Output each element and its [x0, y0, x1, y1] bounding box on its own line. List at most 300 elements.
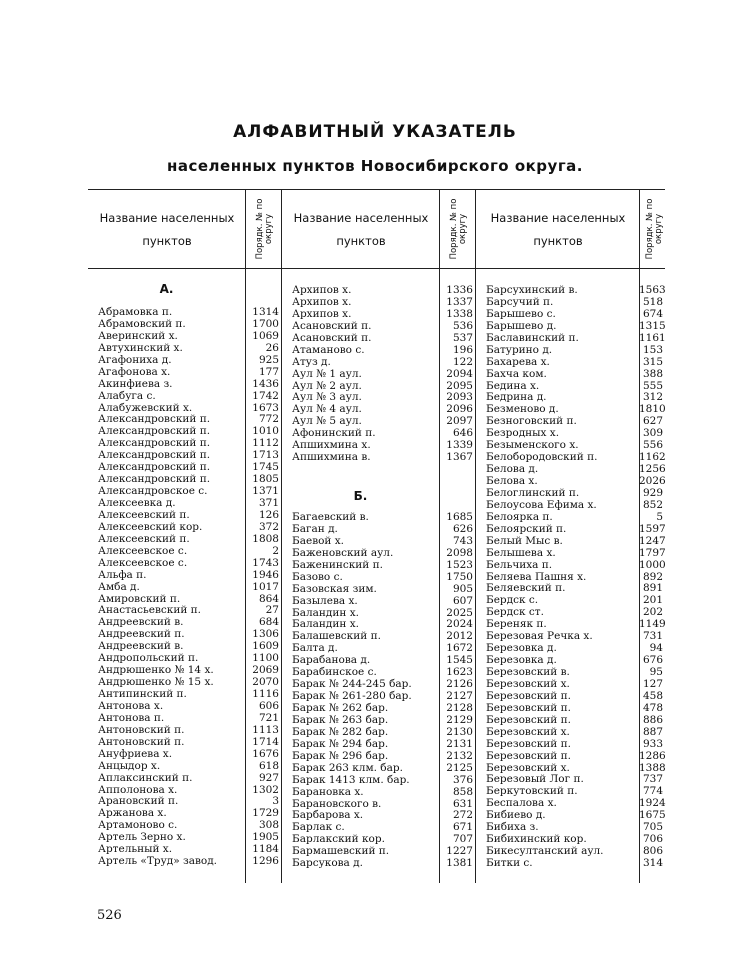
- entry-number: 1337: [446, 295, 473, 308]
- entry-number: 2127: [446, 690, 473, 703]
- entry-number: 1336: [446, 284, 473, 296]
- index-entry: [282, 547, 476, 559]
- entry-number: 272: [452, 809, 473, 822]
- index-entry: [88, 330, 281, 342]
- entry-number: 1924: [639, 797, 666, 810]
- entry-number: 478: [642, 701, 663, 714]
- index-entry: [88, 724, 281, 736]
- index-entry: [282, 833, 476, 845]
- entry-number: 933: [642, 737, 663, 750]
- entry-name: Битки с.: [486, 857, 533, 869]
- entry-name: Березовский х.: [486, 725, 570, 738]
- index-entry: [88, 461, 281, 473]
- entry-number: 925: [258, 353, 279, 366]
- entry-name: Барышево д.: [486, 319, 557, 332]
- entry-name: Барановка х.: [292, 785, 364, 798]
- column-2-list-b: [282, 511, 476, 869]
- entry-name: Барак № 261-280 бар.: [292, 690, 412, 703]
- entry-name: Аул № 3 аул.: [292, 391, 362, 404]
- entry-number: 2097: [446, 415, 473, 428]
- index-entry: [88, 306, 281, 318]
- entry-number: 2024: [446, 618, 473, 631]
- index-entry: [476, 332, 665, 344]
- entry-name: Белоярский п.: [486, 522, 567, 535]
- entry-name: Березовский п.: [486, 749, 571, 762]
- entry-number: 94: [649, 642, 663, 655]
- entry-name: Анцыдор х.: [98, 759, 161, 772]
- entry-number: 376: [452, 773, 473, 786]
- index-entry: [476, 308, 665, 320]
- entry-number: 905: [452, 582, 473, 595]
- entry-name: Алексеевский кор.: [98, 520, 203, 533]
- index-entry: [282, 821, 476, 833]
- index-entry: [476, 821, 665, 833]
- entry-number: 1000: [639, 558, 666, 571]
- entry-number: 618: [258, 759, 279, 772]
- index-entry: [282, 284, 476, 296]
- entry-name: Баевой х.: [292, 534, 345, 547]
- entry-name: Амба д.: [98, 580, 140, 593]
- entry-number: 1713: [252, 449, 279, 462]
- index-entry: [476, 547, 665, 559]
- index-entry: [476, 726, 665, 738]
- entry-number: 1672: [446, 642, 473, 655]
- index-entry: [476, 582, 665, 594]
- entry-name: Аул № 1 аул.: [292, 367, 362, 380]
- entry-name: Андрюшенко № 15 х.: [98, 676, 214, 689]
- entry-name: Алексеевский п.: [98, 532, 190, 545]
- entry-number: 852: [642, 498, 663, 511]
- entry-name: Аплаксинский п.: [98, 771, 193, 784]
- column-1-list: [88, 306, 281, 867]
- entry-number: 1381: [446, 857, 473, 870]
- header-name-col-3: Название населенных пунктов: [490, 211, 626, 248]
- entry-name: Асановский п.: [292, 331, 372, 344]
- entry-number: 371: [258, 497, 279, 509]
- header-num-col-3: Порядк. № по округу: [645, 198, 664, 260]
- index-entry: [476, 499, 665, 511]
- entry-name: Безменово д.: [486, 403, 559, 416]
- entry-name: Белова д.: [486, 463, 539, 476]
- entry-name: Автухинский х.: [98, 341, 183, 354]
- index-entry: [88, 748, 281, 760]
- index-entry: [88, 795, 281, 807]
- entry-name: Абрамовка п.: [98, 306, 173, 318]
- index-entry: [88, 449, 281, 461]
- entry-number: 1675: [639, 809, 666, 822]
- entry-name: Александровский п.: [98, 437, 211, 450]
- entry-name: Барлак с.: [292, 821, 345, 834]
- index-entry: [476, 606, 665, 618]
- index-entry: [282, 583, 476, 595]
- entry-number: 1388: [639, 761, 666, 774]
- entry-number: 1700: [252, 317, 279, 330]
- entry-name: Березовый Лог п.: [486, 773, 584, 786]
- entry-name: Аул № 2 аул.: [292, 379, 362, 392]
- entry-name: Барак № 282 бар.: [292, 725, 389, 738]
- index-entry: [476, 415, 665, 427]
- index-entry: [88, 772, 281, 784]
- entry-number: 2130: [446, 725, 473, 738]
- entry-name: Александровский п.: [98, 473, 211, 486]
- index-entry: [88, 425, 281, 437]
- entry-number: 684: [258, 616, 279, 629]
- entry-name: Березовский п.: [486, 713, 571, 726]
- entry-name: Барсучий п.: [486, 295, 554, 308]
- entry-number: 1676: [252, 747, 279, 760]
- index-entry: [476, 523, 665, 535]
- index-entry: [282, 690, 476, 702]
- column-3-list: [476, 284, 665, 869]
- entry-number: 706: [642, 833, 663, 846]
- index-entry: [476, 702, 665, 714]
- entry-number: 891: [642, 582, 663, 595]
- entry-number: 126: [258, 508, 279, 521]
- index-entry: [88, 354, 281, 366]
- index-entry: [476, 594, 665, 606]
- index-entry: [476, 762, 665, 774]
- entry-name: Аул № 5 аул.: [292, 415, 362, 428]
- entry-name: Атуз д.: [292, 355, 331, 368]
- entry-number: 1296: [252, 855, 279, 868]
- index-entry: [282, 714, 476, 726]
- index-entry: [88, 760, 281, 772]
- entry-name: Акинфиева з.: [98, 377, 173, 390]
- index-entry: [282, 786, 476, 798]
- entry-name: Апполонова х.: [98, 783, 178, 796]
- entry-number: 537: [452, 331, 473, 344]
- entry-number: 631: [452, 797, 473, 810]
- index-entry: [282, 571, 476, 583]
- index-entry: [282, 666, 476, 678]
- index-entry: [476, 750, 665, 762]
- entry-name: Барлакский кор.: [292, 833, 385, 846]
- entry-name: Апшихмина х.: [292, 439, 371, 452]
- index-entry: [282, 535, 476, 547]
- index-entry: [88, 402, 281, 414]
- index-entry: [282, 845, 476, 857]
- entry-number: 1808: [252, 532, 279, 545]
- index-entry: [282, 809, 476, 821]
- index-entry: [282, 774, 476, 786]
- entry-number: 1714: [252, 735, 279, 748]
- entry-number: 2125: [446, 761, 473, 774]
- entry-number: 2098: [446, 546, 473, 559]
- entry-number: 2026: [639, 475, 666, 487]
- entry-number: 1623: [446, 666, 473, 679]
- entry-name: Александровский п.: [98, 413, 211, 426]
- entry-number: 555: [642, 379, 663, 392]
- index-entry: [476, 356, 665, 368]
- index-entry: [282, 391, 476, 403]
- index-entry: [88, 318, 281, 330]
- entry-name: Артамоново с.: [98, 819, 178, 832]
- entry-number: 1805: [252, 473, 279, 486]
- entry-number: 95: [649, 666, 663, 678]
- index-entry: [282, 356, 476, 368]
- entry-name: Агафониха д.: [98, 353, 172, 366]
- entry-name: Беляевский п.: [486, 582, 566, 595]
- entry-name: Алексеевское с.: [98, 556, 188, 569]
- entry-number: 1797: [639, 546, 666, 559]
- entry-name: Батурино д.: [486, 343, 553, 356]
- index-entry: [88, 413, 281, 425]
- index-entry: [476, 690, 665, 702]
- index-entry: [282, 642, 476, 654]
- index-entry: [88, 366, 281, 378]
- entry-name: Антонова х.: [98, 699, 164, 712]
- index-entry: [476, 773, 665, 785]
- index-entry: [282, 511, 476, 523]
- entry-number: 1302: [252, 783, 279, 796]
- index-entry: [282, 308, 476, 320]
- entry-name: Барабанова д.: [292, 654, 371, 667]
- index-entry: [88, 569, 281, 581]
- entry-name: Безродных х.: [486, 427, 560, 440]
- index-entry: [476, 678, 665, 690]
- table-header-rule: [88, 268, 665, 269]
- index-entry: [282, 439, 476, 451]
- index-entry: [88, 688, 281, 700]
- entry-name: Березовский х.: [486, 761, 570, 774]
- index-entry: [88, 700, 281, 712]
- entry-name: Арановский п.: [98, 795, 179, 808]
- entry-name: Александровское с.: [98, 485, 208, 498]
- index-entry: [88, 545, 281, 557]
- entry-number: 1247: [639, 534, 666, 547]
- entry-name: Артельный х.: [98, 843, 173, 856]
- entry-number: 1745: [252, 461, 279, 474]
- index-entry: [282, 403, 476, 415]
- index-entry: [282, 368, 476, 380]
- entry-name: Александровский п.: [98, 461, 211, 474]
- entry-name: Барбарова х.: [292, 809, 364, 822]
- entry-number: 1149: [639, 618, 666, 631]
- entry-number: 2070: [252, 676, 279, 689]
- entry-number: 1371: [252, 485, 279, 498]
- entry-name: Аржанова х.: [98, 807, 167, 820]
- entry-name: Белоярка п.: [486, 510, 553, 523]
- entry-name: Бельчиха п.: [486, 558, 553, 571]
- entry-number: 1227: [446, 845, 473, 858]
- index-entry: [476, 403, 665, 415]
- entry-number: 858: [452, 785, 473, 798]
- entry-number: 2093: [446, 391, 473, 404]
- entry-number: 1162: [639, 451, 666, 464]
- entry-number: 2126: [446, 678, 473, 691]
- entry-name: Барсухинский в.: [486, 284, 578, 296]
- entry-number: 606: [258, 699, 279, 712]
- index-entry: [476, 571, 665, 583]
- index-entry: [282, 857, 476, 869]
- entry-name: Бибиха з.: [486, 821, 539, 834]
- entry-number: 671: [452, 821, 473, 834]
- entry-number: 202: [642, 606, 663, 619]
- index-entry: [476, 535, 665, 547]
- entry-name: Беспалова х.: [486, 797, 557, 810]
- entry-number: 315: [642, 355, 663, 368]
- index-entry: [88, 712, 281, 724]
- entry-number: 196: [452, 343, 473, 356]
- entry-number: 806: [642, 845, 663, 858]
- entry-number: 1315: [639, 319, 666, 332]
- index-entry: [476, 296, 665, 308]
- index-entry: [88, 819, 281, 831]
- entry-name: Березовка д.: [486, 642, 557, 655]
- index-entry: [88, 628, 281, 640]
- entry-number: 5: [656, 510, 663, 523]
- entry-name: Базово с.: [292, 570, 343, 583]
- entry-number: 1256: [639, 463, 666, 476]
- entry-name: Алабужевский х.: [98, 401, 193, 414]
- index-entry: [282, 726, 476, 738]
- entry-name: Асановский п.: [292, 319, 372, 332]
- section-letter-b: Б.: [353, 489, 368, 503]
- entry-number: 626: [452, 522, 473, 535]
- index-entry: [476, 451, 665, 463]
- entry-name: Базовская зим.: [292, 582, 377, 595]
- entry-name: Березовский п.: [486, 701, 571, 714]
- entry-name: Александровский п.: [98, 425, 211, 438]
- index-entry: [476, 666, 665, 678]
- entry-name: Баландин х.: [292, 606, 359, 619]
- index-entry: [282, 559, 476, 571]
- entry-number: 1069: [252, 329, 279, 342]
- index-entry: [476, 380, 665, 392]
- entry-number: 1116: [252, 688, 279, 700]
- entry-name: Барак № 296 бар.: [292, 749, 389, 762]
- entry-name: Андреевский в.: [98, 616, 184, 629]
- entry-number: 627: [642, 415, 663, 428]
- header-num-col-1: Порядк. № по округу: [255, 198, 274, 260]
- index-entry: [88, 676, 281, 688]
- entry-number: 929: [642, 486, 663, 499]
- entry-name: Афонинский п.: [292, 427, 376, 440]
- entry-number: 372: [258, 520, 279, 533]
- section-letter-a: А.: [159, 282, 174, 296]
- index-entry: [88, 664, 281, 676]
- entry-number: 1113: [252, 723, 279, 736]
- entry-number: 2128: [446, 702, 473, 714]
- index-entry: [88, 557, 281, 569]
- entry-number: 1112: [252, 437, 279, 450]
- entry-name: Барак 1413 клм. бар.: [292, 773, 410, 786]
- entry-number: 1010: [252, 425, 279, 438]
- index-entry: [282, 630, 476, 642]
- entry-name: Амировский п.: [98, 592, 181, 605]
- entry-number: 556: [642, 439, 663, 452]
- index-entry: [88, 640, 281, 652]
- entry-number: 1523: [446, 558, 473, 571]
- entry-number: 2: [272, 544, 279, 557]
- entry-number: 27: [265, 604, 279, 617]
- index-entry: [88, 497, 281, 509]
- index-entry: [476, 797, 665, 809]
- entry-number: 2025: [446, 606, 473, 619]
- entry-number: 2069: [252, 664, 279, 677]
- entry-number: 774: [642, 785, 663, 798]
- entry-name: Антипинский п.: [98, 688, 187, 700]
- entry-number: 886: [642, 713, 663, 726]
- entry-number: 892: [642, 570, 663, 583]
- entry-name: Бибихинский кор.: [486, 833, 587, 846]
- index-entry: [476, 833, 665, 845]
- entry-name: Анастасьевский п.: [98, 604, 201, 617]
- index-entry: [476, 391, 665, 403]
- entry-number: 518: [642, 295, 663, 308]
- entry-number: 864: [258, 592, 279, 605]
- entry-name: Березовский х.: [486, 677, 570, 690]
- entry-name: Балашевский п.: [292, 630, 381, 643]
- entry-name: Барсукова д.: [292, 857, 363, 870]
- entry-number: 1597: [639, 522, 666, 535]
- entry-number: 707: [452, 833, 473, 846]
- entry-name: Артель Зерно х.: [98, 831, 186, 844]
- entry-number: 1338: [446, 307, 473, 320]
- entry-name: Бибиево д.: [486, 809, 546, 822]
- index-entry: [88, 509, 281, 521]
- entry-number: 2095: [446, 379, 473, 392]
- entry-name: Антонова п.: [98, 711, 165, 724]
- entry-name: Белобородовский п.: [486, 451, 598, 464]
- entry-name: Альфа п.: [98, 568, 147, 581]
- entry-number: 2132: [446, 749, 473, 762]
- index-entry: [88, 616, 281, 628]
- index-entry: [476, 845, 665, 857]
- index-entry: [282, 678, 476, 690]
- entry-number: 312: [642, 391, 663, 404]
- index-entry: [282, 332, 476, 344]
- index-entry: [88, 593, 281, 605]
- entry-name: Алексеевский п.: [98, 508, 190, 521]
- entry-name: Баган д.: [292, 522, 338, 535]
- entry-number: 536: [452, 319, 473, 332]
- entry-number: 1609: [252, 640, 279, 653]
- entry-name: Барабинское с.: [292, 666, 377, 679]
- index-entry: [476, 714, 665, 726]
- entry-name: Безыменского х.: [486, 439, 579, 452]
- entry-number: 1743: [252, 556, 279, 569]
- index-entry: [476, 559, 665, 571]
- index-entry: [476, 511, 665, 523]
- entry-number: 314: [642, 857, 663, 869]
- entry-number: 887: [642, 725, 663, 738]
- entry-number: 1685: [446, 511, 473, 523]
- entry-name: Бахча ком.: [486, 367, 547, 380]
- entry-name: Бердск ст.: [486, 606, 544, 619]
- entry-name: Балта д.: [292, 642, 338, 655]
- entry-name: Беляева Пашня х.: [486, 570, 587, 583]
- entry-number: 2012: [446, 630, 473, 643]
- entry-name: Апшихмина в.: [292, 451, 371, 464]
- index-entry: [476, 630, 665, 642]
- index-entry: [88, 485, 281, 497]
- entry-name: Аверинский х.: [98, 329, 178, 342]
- entry-number: 3: [272, 795, 279, 808]
- index-entry: [282, 618, 476, 630]
- index-entry: [88, 473, 281, 485]
- entry-number: 737: [642, 773, 663, 786]
- index-entry: [88, 521, 281, 533]
- index-entry: [282, 427, 476, 439]
- entry-name: Барак 263 клм. бар.: [292, 761, 403, 774]
- entry-name: Барак № 263 бар.: [292, 713, 389, 726]
- entry-name: Аул № 4 аул.: [292, 403, 362, 416]
- index-subtitle: населенных пунктов Новосибирского округа.: [167, 157, 583, 175]
- index-entry: [88, 855, 281, 867]
- index-entry: [476, 320, 665, 332]
- entry-name: Березовский п.: [486, 737, 571, 750]
